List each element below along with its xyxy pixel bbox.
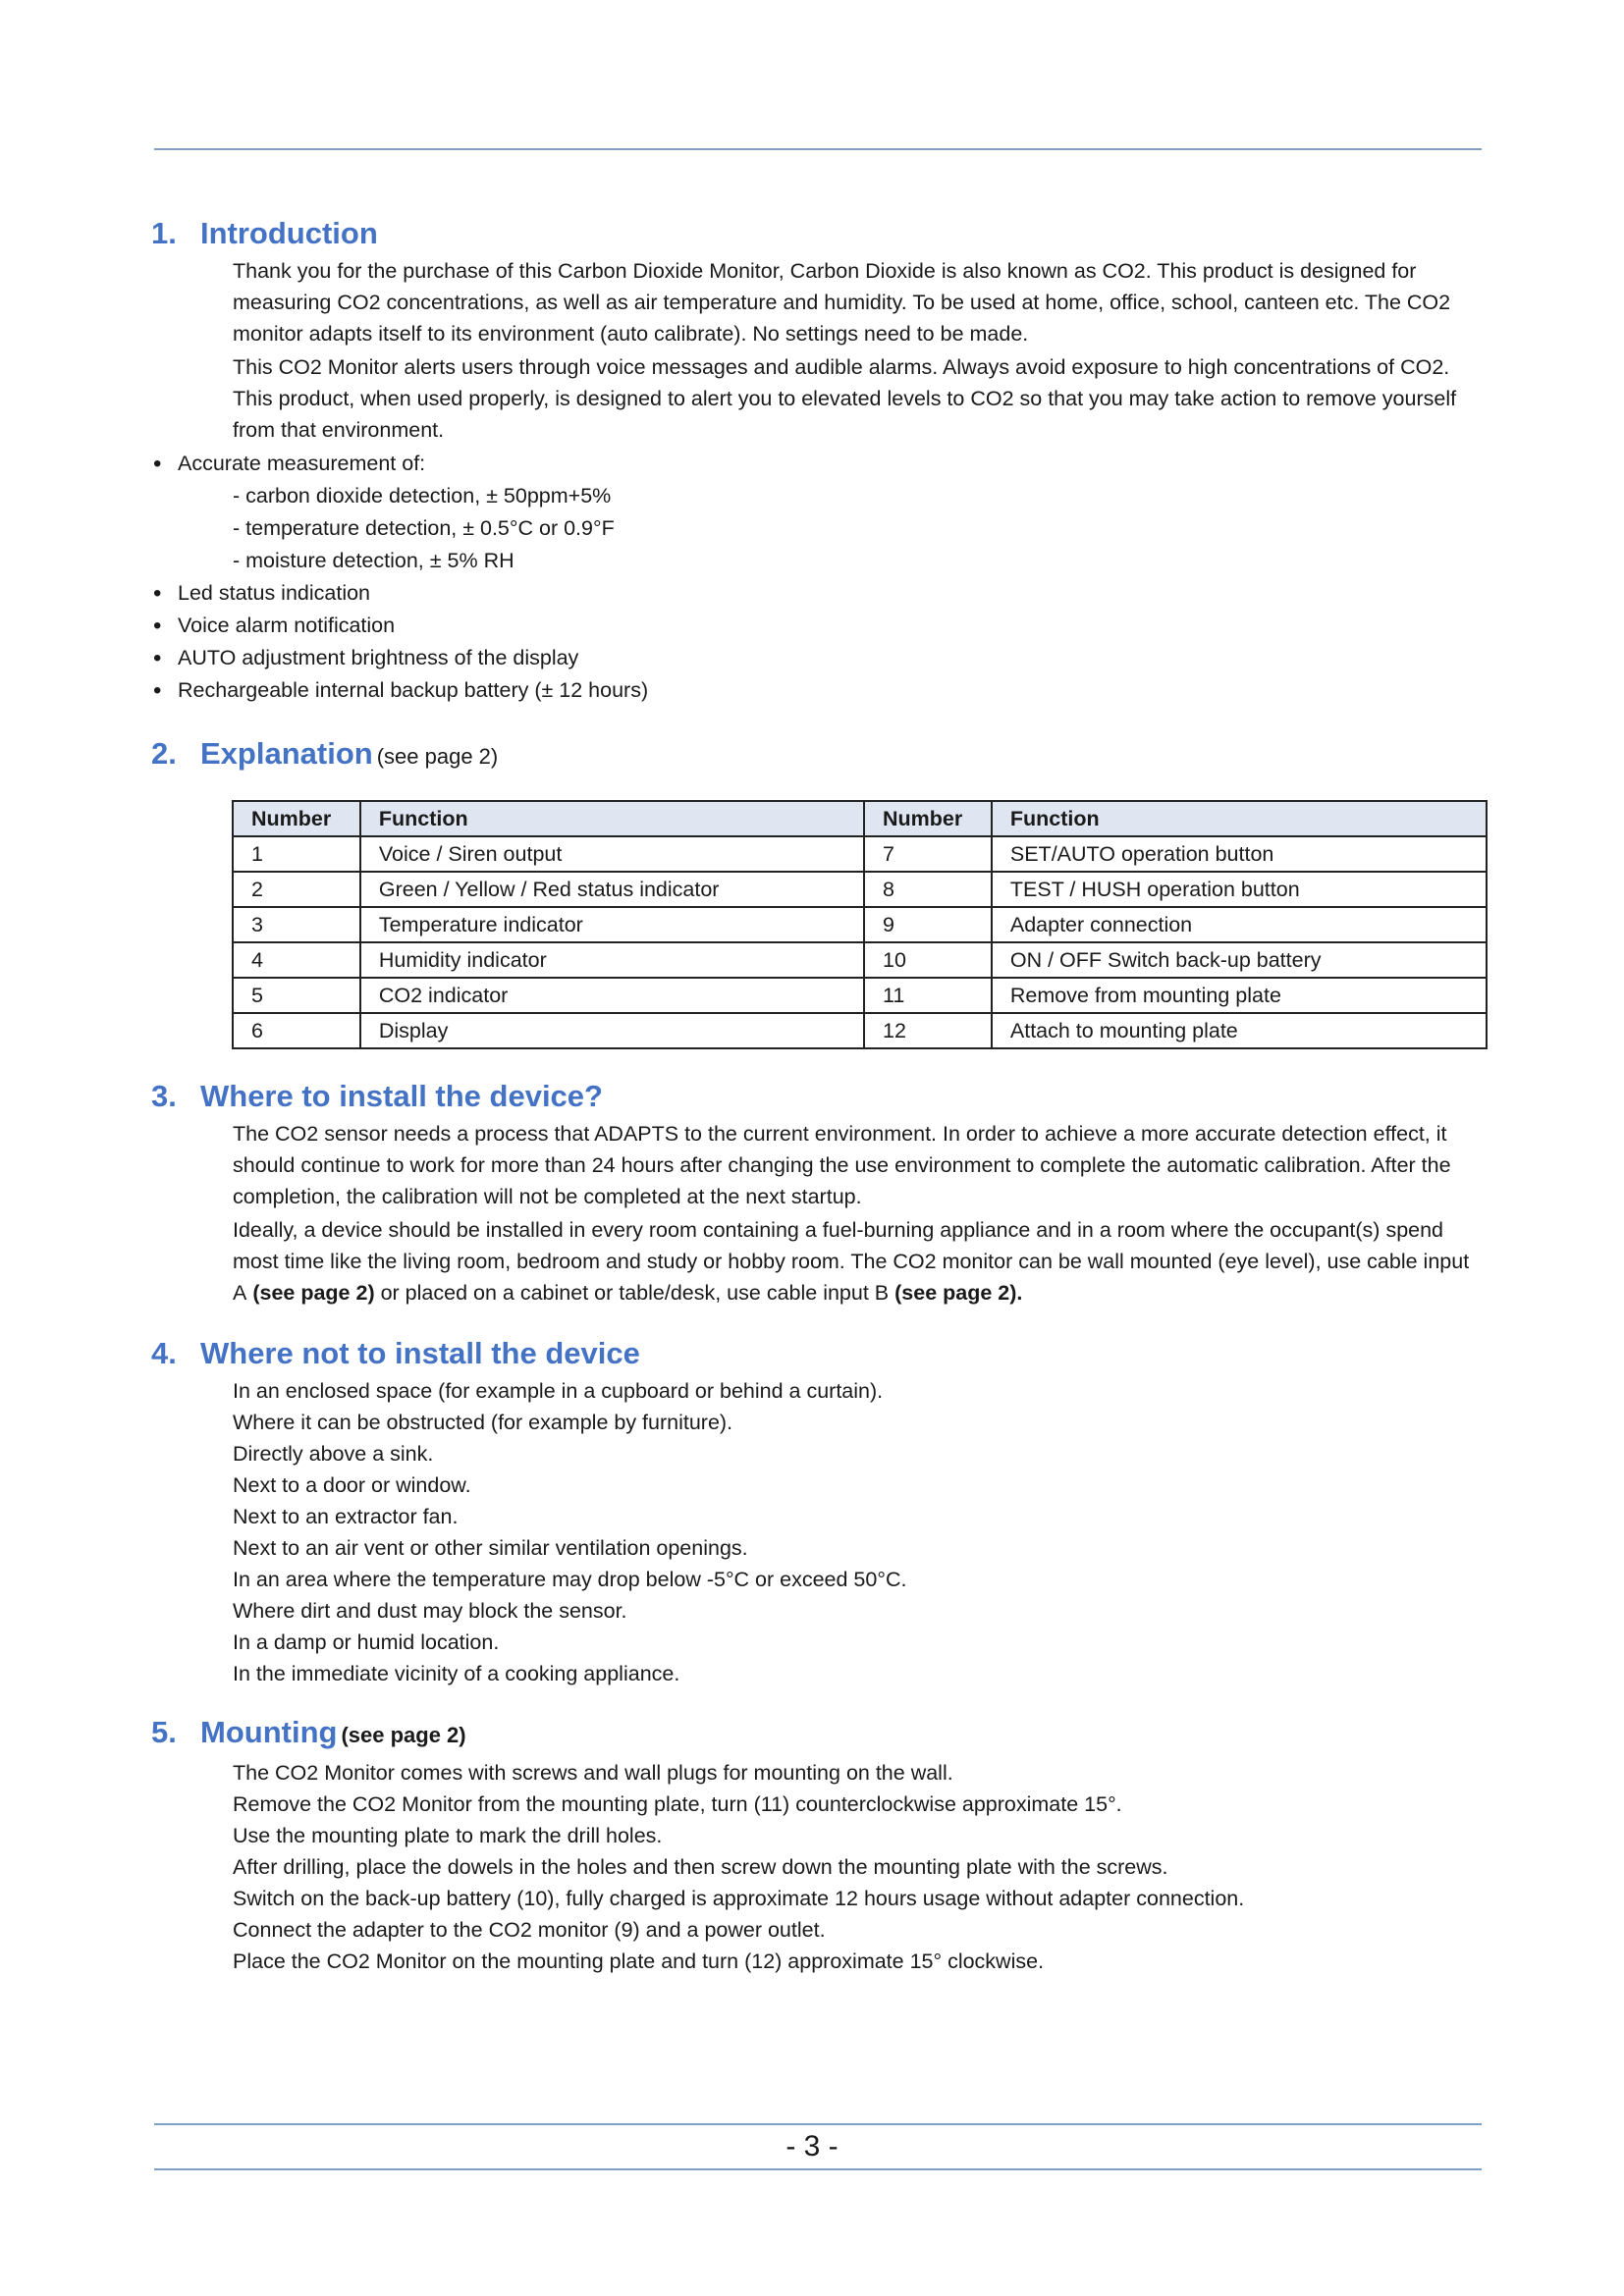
spec-item: - moisture detection, ± 5% RH xyxy=(233,549,514,572)
list-item: In an enclosed space (for example in a cupboard or behind a curtain). xyxy=(233,1379,884,1403)
table-cell: 1 xyxy=(233,836,360,872)
intro-paragraph-1: Thank you for the purchase of this Carbon Dioxide Monitor, Carbon Dioxide is also known as CO2. This product is designed for measuring CO2 concentrations, as well as air temperature and humidity. To be used at home, office, school, canteen etc. The CO2 monitor adapts itself to its environment (auto calibrate). No settings need to be made. xyxy=(233,259,1451,346)
table-cell: CO2 indicator xyxy=(360,978,864,1013)
spec-item: - temperature detection, ± 0.5°C or 0.9°F xyxy=(233,516,615,540)
list-item: Connect the adapter to the CO2 monitor (9) and a power outlet. xyxy=(233,1918,826,1942)
table-row xyxy=(233,836,1487,872)
table-cell: Humidity indicator xyxy=(360,942,864,978)
table-cell: 3 xyxy=(233,907,360,942)
install-paragraph-1: The CO2 sensor needs a process that ADAPTS to the current environment. In order to achieve a more accurate detection effect, it should continue to work for more than 24 hours after changing the use environment to complete the automatic calibration. After the completion, the calibration will not be completed at the next startup. xyxy=(233,1122,1451,1208)
list-item: In a damp or humid location. xyxy=(233,1630,500,1654)
list-item: In an area where the temperature may drop below -5°C or exceed 50°C. xyxy=(233,1568,907,1591)
list-item: • Voice alarm notification xyxy=(151,610,1487,642)
column-header: Number xyxy=(864,801,992,836)
table-cell: ON / OFF Switch back-up battery xyxy=(992,942,1487,978)
table-cell: Adapter connection xyxy=(992,907,1487,942)
table-cell: Attach to mounting plate xyxy=(992,1013,1487,1048)
table-cell: 5 xyxy=(233,978,360,1013)
table-row xyxy=(233,1013,1487,1048)
section-title: Introduction xyxy=(200,216,378,250)
list-item: Where dirt and dust may block the sensor. xyxy=(233,1599,627,1623)
not-install-list xyxy=(151,1375,1487,1689)
section-number: 1. xyxy=(151,216,177,250)
list-item: Next to an air vent or other similar ventilation openings. xyxy=(233,1536,748,1560)
footer-rule-bottom xyxy=(154,2168,1482,2170)
table-row xyxy=(233,942,1487,978)
table-cell: SET/AUTO operation button xyxy=(992,836,1487,872)
section-heading-where-to-install xyxy=(151,1075,1487,1118)
list-item: Remove the CO2 Monitor from the mounting plate, turn (11) counterclockwise approximate 15°. xyxy=(233,1792,1122,1816)
section-note: (see page 2) xyxy=(376,744,499,769)
table-row xyxy=(233,907,1487,942)
table-cell: 12 xyxy=(864,1013,992,1048)
feature-list-2 xyxy=(151,577,1487,707)
section-heading-introduction xyxy=(151,212,1487,255)
list-item: • Led status indication xyxy=(151,577,1487,610)
spec-item: - carbon dioxide detection, ± 50ppm+5% xyxy=(233,484,612,507)
section-heading-where-not-to-install xyxy=(151,1332,1487,1375)
explanation-table xyxy=(232,800,1488,1049)
table-cell: 2 xyxy=(233,872,360,907)
intro-paragraph-2: This CO2 Monitor alerts users through voice messages and audible alarms. Always avoid exposure to high concentrations of CO2. This product, when used properly, is designed to alert you to elevated levels to CO2 so that you may take action to remove yourself from that environment. xyxy=(233,355,1457,442)
column-header: Function xyxy=(360,801,864,836)
table-cell: TEST / HUSH operation button xyxy=(992,872,1487,907)
table-cell: 11 xyxy=(864,978,992,1013)
table-row xyxy=(233,978,1487,1013)
table-cell: 7 xyxy=(864,836,992,872)
section-note: (see page 2) xyxy=(341,1723,466,1747)
list-item: • Accurate measurement of: xyxy=(151,448,1487,480)
section-title: Explanation xyxy=(200,736,373,771)
table-row xyxy=(233,872,1487,907)
list-item: Next to a door or window. xyxy=(233,1473,471,1497)
page-reference: (see page 2) xyxy=(252,1281,375,1305)
table-cell: 6 xyxy=(233,1013,360,1048)
list-item: • Rechargeable internal backup battery (± 12 hours) xyxy=(151,674,1487,707)
table-cell: 9 xyxy=(864,907,992,942)
page-content xyxy=(151,212,1487,1977)
column-header: Function xyxy=(992,801,1487,836)
table-cell: Display xyxy=(360,1013,864,1048)
list-item: • AUTO adjustment brightness of the display xyxy=(151,642,1487,674)
table-cell: 4 xyxy=(233,942,360,978)
page-reference: (see page 2) xyxy=(894,1281,1017,1305)
mounting-steps xyxy=(151,1757,1487,1977)
section-heading-mounting xyxy=(151,1711,1487,1757)
section-title: Mounting xyxy=(200,1715,338,1749)
section-number: 3. xyxy=(151,1079,177,1113)
list-item: Use the mounting plate to mark the drill holes. xyxy=(233,1824,663,1847)
table-cell: 10 xyxy=(864,942,992,978)
section-number: 2. xyxy=(151,736,177,771)
column-header: Number xyxy=(233,801,360,836)
table-cell: Temperature indicator xyxy=(360,907,864,942)
list-item: Next to an extractor fan. xyxy=(233,1505,459,1528)
page-number: - 3 - xyxy=(785,2130,839,2163)
table-header-row xyxy=(233,801,1487,836)
table-cell: 8 xyxy=(864,872,992,907)
footer-rule-top xyxy=(154,2123,1482,2125)
list-item: Where it can be obstructed (for example by furniture). xyxy=(233,1411,733,1434)
table-cell: Green / Yellow / Red status indicator xyxy=(360,872,864,907)
table-cell: Voice / Siren output xyxy=(360,836,864,872)
feature-list xyxy=(151,448,1487,480)
section-heading-explanation xyxy=(151,732,1487,778)
list-item: In the immediate vicinity of a cooking appliance. xyxy=(233,1662,680,1685)
install-paragraph-2: Ideally, a device should be installed in every room containing a fuel-burning appliance and in a room where the occupant(s) spend most time like the living room, bedroom and study or hobby room. The CO2 monitor can be wall mounted (eye level), use cable input A (see page 2) or placed on a cabinet or table/desk, use cable input B (see page 2). xyxy=(233,1218,1470,1305)
list-item: Switch on the back-up battery (10), fully charged is approximate 12 hours usage without adapter connection. xyxy=(233,1887,1245,1910)
section-number: 5. xyxy=(151,1715,177,1749)
list-item: Place the CO2 Monitor on the mounting plate and turn (12) approximate 15° clockwise. xyxy=(233,1949,1045,1973)
header-rule xyxy=(154,148,1482,150)
list-item: The CO2 Monitor comes with screws and wall plugs for mounting on the wall. xyxy=(233,1761,953,1785)
list-item: Directly above a sink. xyxy=(233,1442,434,1466)
section-title: Where not to install the device xyxy=(200,1336,640,1370)
table-cell: Remove from mounting plate xyxy=(992,978,1487,1013)
section-title: Where to install the device? xyxy=(200,1079,603,1113)
list-item: After drilling, place the dowels in the holes and then screw down the mounting plate with the screws. xyxy=(233,1855,1168,1879)
section-number: 4. xyxy=(151,1336,177,1370)
